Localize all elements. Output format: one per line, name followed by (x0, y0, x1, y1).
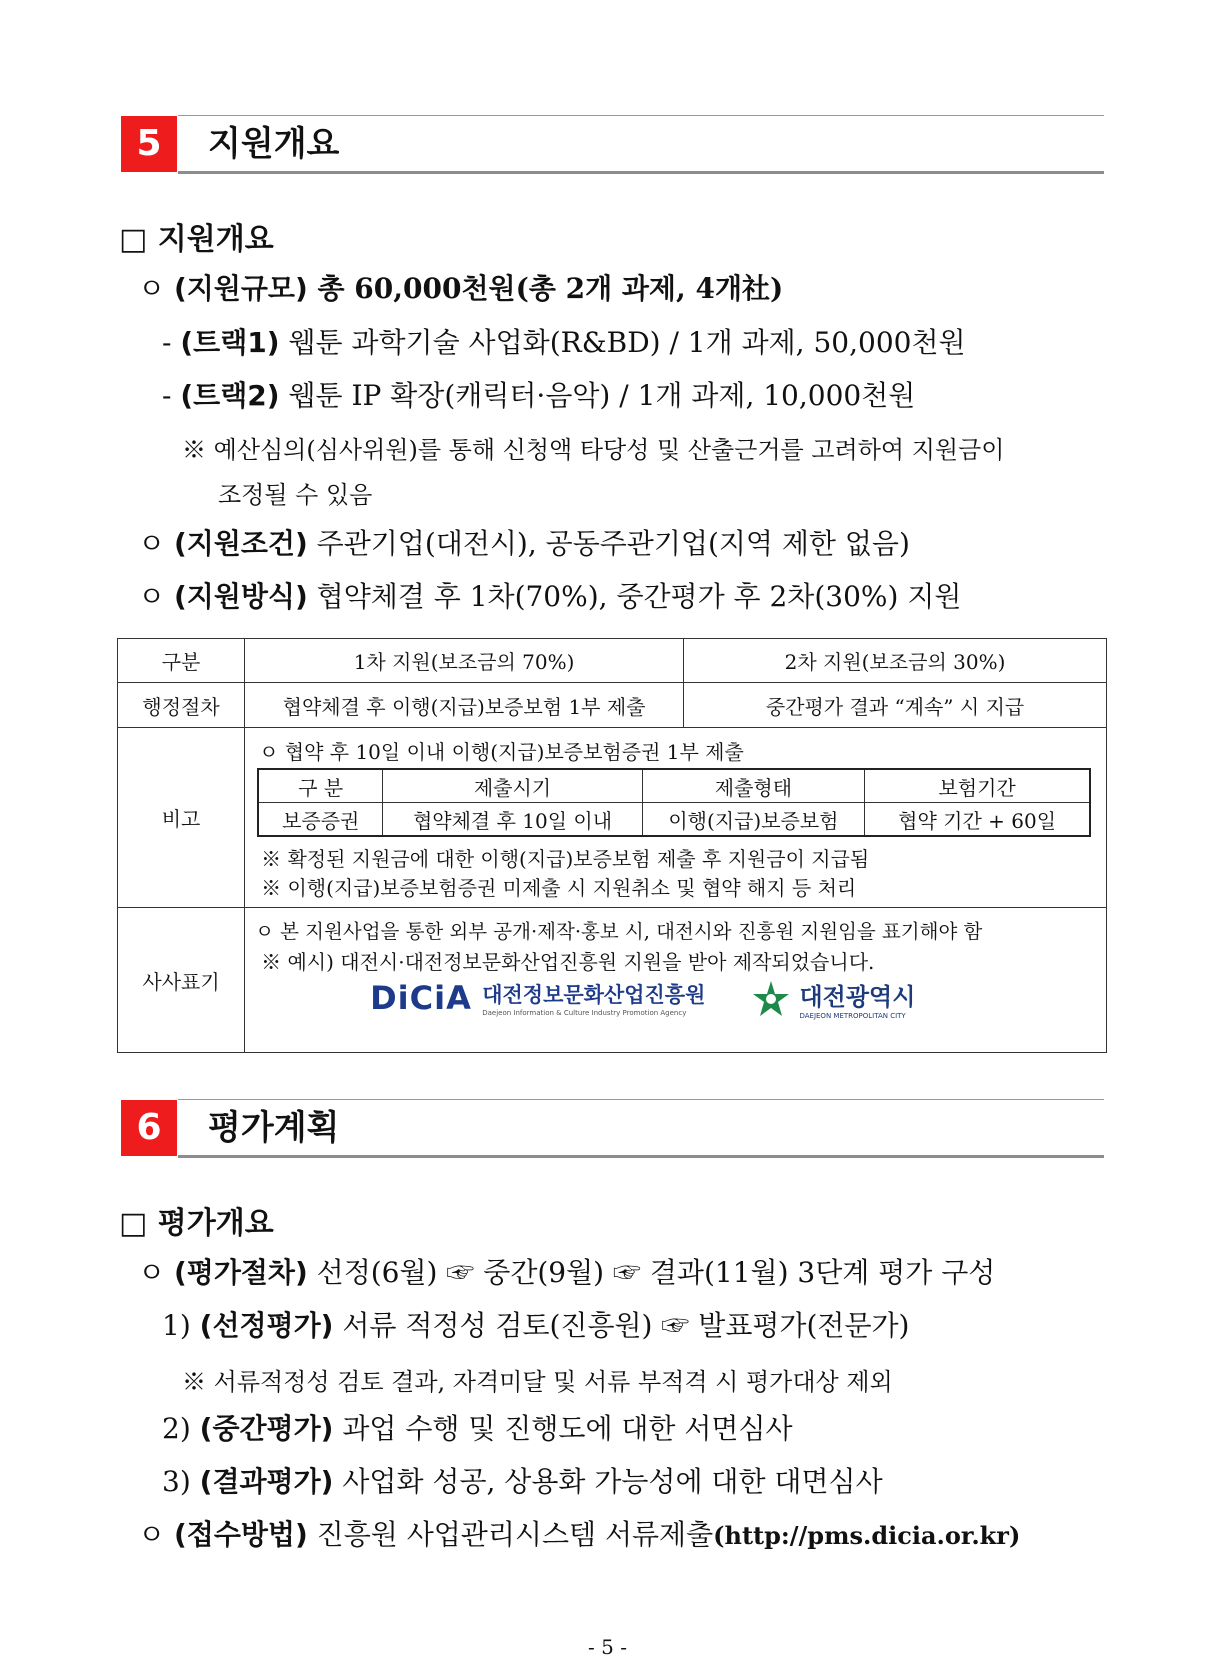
dash: - (162, 379, 172, 412)
daejeon-city-name: 대전광역시 (799, 983, 916, 1011)
section6-rule-bottom (178, 1155, 1104, 1158)
support-condition-label: (지원조건) (173, 527, 308, 560)
bullet: ㅇ (138, 580, 166, 613)
support-condition-line (138, 522, 910, 562)
dicia-logo-sub: Daejeon Information & Culture Industry Promotion Agency (482, 1009, 687, 1017)
section6-number: 6 (121, 1100, 177, 1156)
page-number: - 5 - (588, 1635, 627, 1659)
table-header-second-payment: 2차 지원(보조금의 30%) (684, 639, 1107, 683)
support-method-label: (지원방식) (173, 580, 308, 613)
eval-step2-text: 과업 수행 및 진행도에 대한 서면심사 (333, 1412, 793, 1445)
reception-url-link[interactable]: (http://pms.dicia.or.kr) (713, 1521, 1021, 1550)
reception-label: (접수방법) (173, 1518, 308, 1551)
admin-first: 협약체결 후 이행(지급)보증보험 1부 제출 (245, 683, 684, 728)
support-scale-label: (지원규모) (173, 272, 308, 305)
remarks-intro: ㅇ 협약 후 10일 이내 이행(지급)보증보험증권 1부 제출 (259, 740, 744, 764)
section6-box-heading: □ 평가개요 (119, 1206, 274, 1241)
bullet: ㅇ (138, 1256, 166, 1289)
guarantee-header-timing: 제출시기 (383, 769, 642, 803)
remarks-note2: ※ 이행(지급)보증보험증권 미제출 시 지원취소 및 협약 해지 등 처리 (261, 876, 857, 900)
eval-step3-text: 사업화 성공, 상용화 가능성에 대한 대면심사 (333, 1465, 883, 1498)
eval-step1-label: (선정평가) (199, 1309, 334, 1342)
dash: - (162, 326, 172, 359)
daejeon-city-sub: DAEJEON METROPOLITAN CITY (799, 1012, 906, 1020)
bullet: ㅇ (138, 527, 166, 560)
admin-label: 행정절차 (118, 683, 245, 728)
guarantee-header-form: 제출형태 (642, 769, 864, 803)
daejeon-star-icon (751, 979, 791, 1019)
section5-box-heading: □ 지원개요 (119, 222, 274, 257)
guarantee-timing: 협약체결 후 10일 이내 (383, 803, 642, 837)
track1-line (162, 321, 966, 361)
dicia-logo (370, 979, 705, 1017)
support-scale-line (138, 267, 783, 307)
guarantee-table (257, 768, 1091, 837)
step-number: 3) (162, 1465, 191, 1498)
track2-text: 웹툰 IP 확장(캐릭터·음악) / 1개 과제, 10,000천원 (279, 379, 916, 412)
table-header-first-payment: 1차 지원(보조금의 70%) (245, 639, 684, 683)
credit-label: 사사표기 (118, 908, 245, 1053)
table-row-admin (118, 683, 1107, 728)
eval-step1-text: 서류 적정성 검토(진흥원) ☞ 발표평가(전문가) (333, 1309, 910, 1342)
eval-step3-label: (결과평가) (199, 1465, 334, 1498)
remarks-cell (245, 728, 1107, 908)
credit-logos (245, 974, 1106, 1052)
bullet: ㅇ (138, 272, 166, 305)
eval-procedure-text: 선정(6월) ☞ 중간(9월) ☞ 결과(11월) 3단계 평가 구성 (307, 1256, 996, 1289)
eval-step1-line (162, 1304, 909, 1344)
support-method-text: 협약체결 후 1차(70%), 중간평가 후 2차(30%) 지원 (307, 580, 962, 613)
eval-step2-label: (중간평가) (199, 1412, 334, 1445)
support-table (117, 638, 1107, 1053)
admin-second: 중간평가 결과 “계속” 시 지급 (684, 683, 1107, 728)
remarks-note1: ※ 확정된 지원금에 대한 이행(지급)보증보험 제출 후 지원금이 지급됨 (261, 847, 870, 871)
table-row-remarks (118, 728, 1107, 908)
section5-rule-bottom (178, 171, 1104, 174)
guarantee-header-period: 보험기간 (865, 769, 1090, 803)
table-header-category: 구분 (118, 639, 245, 683)
guarantee-header-type: 구 분 (258, 769, 383, 803)
dicia-logo-name: 대전정보문화산업진흥원 (482, 983, 706, 1007)
support-scale-text: 총 60,000천원(총 2개 과제, 4개社) (307, 272, 784, 305)
credit-line1: ㅇ 본 지원사업을 통한 외부 공개·제작·홍보 시, 대전시와 진흥원 지원임을 표기해야 함 (255, 920, 983, 943)
credit-line2: ※ 예시) 대전시·대전정보문화산업진흥원 지원을 받아 제작되었습니다. (261, 950, 875, 974)
guarantee-row (258, 803, 1090, 837)
guarantee-type: 보증증권 (258, 803, 383, 837)
guarantee-form: 이행(지급)보증보험 (642, 803, 864, 837)
dicia-logo-mark: DiCiA (370, 979, 472, 1017)
table-row-credit (118, 908, 1107, 1053)
reception-line (138, 1513, 1020, 1553)
step-number: 2) (162, 1412, 191, 1445)
budget-note-line2: 조정될 수 있음 (218, 481, 373, 509)
reception-text: 진흥원 사업관리시스템 서류제출 (307, 1518, 714, 1551)
eval-step3-line (162, 1460, 883, 1500)
credit-cell (245, 908, 1107, 1053)
daejeon-city-logo (751, 977, 915, 1020)
support-condition-text: 주관기업(대전시), 공동주관기업(지역 제한 없음) (307, 527, 910, 560)
guarantee-period: 협약 기간 + 60일 (865, 803, 1090, 837)
bullet: ㅇ (138, 1518, 166, 1551)
track1-label: (트랙1) (180, 326, 280, 359)
track2-label: (트랙2) (180, 379, 280, 412)
table-header-row (118, 639, 1107, 683)
support-method-line (138, 575, 961, 615)
track2-line (162, 374, 915, 414)
eval-procedure-line (138, 1251, 995, 1291)
budget-note-line1: ※ 예산심의(심사위원)를 통해 신청액 타당성 및 산출근거를 고려하여 지원금이 (182, 436, 1005, 464)
track1-text: 웹툰 과학기술 사업화(R&BD) / 1개 과제, 50,000천원 (279, 326, 966, 359)
eval-step1-note: ※ 서류적정성 검토 결과, 자격미달 및 서류 부적격 시 평가대상 제외 (182, 1368, 893, 1396)
guarantee-header-row (258, 769, 1090, 803)
section5-title: 지원개요 (208, 124, 340, 164)
step-number: 1) (162, 1309, 191, 1342)
section6-title: 평가계획 (208, 1108, 340, 1148)
eval-procedure-label: (평가절차) (173, 1256, 308, 1289)
section5-number: 5 (121, 116, 177, 172)
eval-step2-line (162, 1407, 793, 1447)
remarks-label: 비고 (118, 728, 245, 908)
